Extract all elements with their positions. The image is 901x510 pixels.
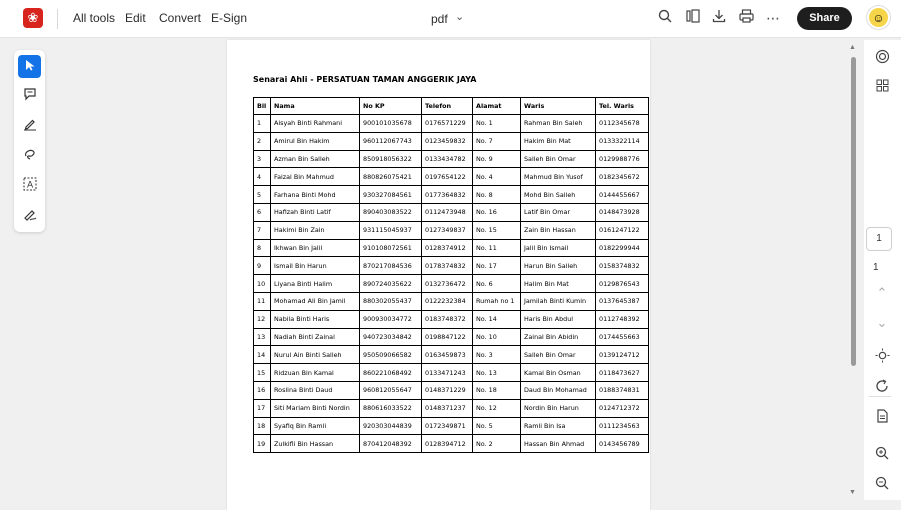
table-body bbox=[254, 115, 649, 453]
table-cell: Liyana Binti Halim bbox=[271, 275, 360, 293]
select-icon[interactable] bbox=[18, 55, 41, 78]
table-cell: 0139124712 bbox=[596, 346, 649, 364]
column-header: Telefon bbox=[422, 98, 473, 115]
table-cell: 880616033522 bbox=[360, 399, 422, 417]
table-cell: 3 bbox=[254, 150, 271, 168]
sign-icon[interactable] bbox=[18, 205, 41, 228]
table-cell: 0124712372 bbox=[596, 399, 649, 417]
table-cell: 850918056322 bbox=[360, 150, 422, 168]
highlight-icon[interactable] bbox=[18, 115, 41, 138]
table-cell: No. 13 bbox=[473, 364, 521, 382]
table-row bbox=[254, 275, 649, 293]
right-panel bbox=[864, 40, 901, 500]
table-cell: 950509066582 bbox=[360, 346, 422, 364]
table-cell: 931115045937 bbox=[360, 221, 422, 239]
table-row bbox=[254, 239, 649, 257]
table-cell: Siti Mariam Binti Nordin bbox=[271, 399, 360, 417]
table-cell: Rumah no 1 bbox=[473, 292, 521, 310]
table-cell: Zain Bin Hassan bbox=[521, 221, 596, 239]
table-cell: 0188374831 bbox=[596, 381, 649, 399]
table-cell: 860221068492 bbox=[360, 364, 422, 382]
table-row bbox=[254, 203, 649, 221]
download-icon[interactable] bbox=[710, 9, 728, 27]
table-cell: Zulkifli Bin Hassan bbox=[271, 435, 360, 453]
table-row bbox=[254, 257, 649, 275]
table-cell: Latif Bin Omar bbox=[521, 203, 596, 221]
table-row bbox=[254, 310, 649, 328]
table-cell: Salleh Bin Omar bbox=[521, 346, 596, 364]
table-cell: Daud Bin Mohamad bbox=[521, 381, 596, 399]
document-title: Senarai Ahli - PERSATUAN TAMAN ANGGERIK JAYA bbox=[253, 75, 477, 84]
print-icon[interactable] bbox=[737, 9, 755, 27]
table-cell: 0148371229 bbox=[422, 381, 473, 399]
table-cell: Nabila Binti Haris bbox=[271, 310, 360, 328]
table-row bbox=[254, 399, 649, 417]
table-cell: 0163459873 bbox=[422, 346, 473, 364]
table-cell: Mahmud Bin Yusof bbox=[521, 168, 596, 186]
column-header: Nama bbox=[271, 98, 360, 115]
avatar[interactable]: ☺ bbox=[867, 6, 890, 29]
zoom-out-icon[interactable] bbox=[872, 476, 892, 496]
table-cell: Mohd Bin Salleh bbox=[521, 186, 596, 204]
table-cell: Azman Bin Salleh bbox=[271, 150, 360, 168]
column-header: Waris bbox=[521, 98, 596, 115]
table-cell: 13 bbox=[254, 328, 271, 346]
menu-all-tools[interactable]: All tools bbox=[73, 11, 116, 25]
table-cell: 880826075421 bbox=[360, 168, 422, 186]
table-cell: 0129988776 bbox=[596, 150, 649, 168]
scroll-up-icon[interactable]: ▲ bbox=[849, 44, 856, 51]
table-row bbox=[254, 221, 649, 239]
table-cell: No. 12 bbox=[473, 399, 521, 417]
table-cell: 4 bbox=[254, 168, 271, 186]
table-cell: 0182345672 bbox=[596, 168, 649, 186]
table-cell: Salleh Bin Omar bbox=[521, 150, 596, 168]
scroll-down-icon[interactable]: ▼ bbox=[849, 489, 856, 496]
table-row bbox=[254, 132, 649, 150]
scrollbar-thumb[interactable] bbox=[851, 57, 856, 366]
table-cell: Nadiah Binti Zainal bbox=[271, 328, 360, 346]
table-cell: No. 6 bbox=[473, 275, 521, 293]
display-mode-icon[interactable] bbox=[872, 348, 892, 368]
table-cell: 0111234563 bbox=[596, 417, 649, 435]
table-cell: Halim Bin Mat bbox=[521, 275, 596, 293]
chevron-up-icon[interactable]: ⌃ bbox=[876, 285, 888, 300]
page-view-icon[interactable] bbox=[684, 9, 702, 27]
table-cell: 0129876543 bbox=[596, 275, 649, 293]
table-cell: 0133434782 bbox=[422, 150, 473, 168]
table-cell: Ismail Bin Harun bbox=[271, 257, 360, 275]
table-row bbox=[254, 364, 649, 382]
table-cell: 0133471243 bbox=[422, 364, 473, 382]
table-cell: 8 bbox=[254, 239, 271, 257]
table-cell: 1 bbox=[254, 115, 271, 133]
table-row bbox=[254, 328, 649, 346]
table-cell: 960812055647 bbox=[360, 381, 422, 399]
thumbnails-icon[interactable] bbox=[872, 78, 892, 98]
table-cell: Syafiq Bin Ramli bbox=[271, 417, 360, 435]
table-cell: No. 2 bbox=[473, 435, 521, 453]
table-cell: 0133322114 bbox=[596, 132, 649, 150]
table-cell: Nurul Ain Binti Salleh bbox=[271, 346, 360, 364]
table-cell: 870217084536 bbox=[360, 257, 422, 275]
table-cell: Kamal Bin Osman bbox=[521, 364, 596, 382]
menu-e-sign[interactable]: E-Sign bbox=[211, 11, 248, 25]
table-cell: No. 15 bbox=[473, 221, 521, 239]
table-cell: 0158374832 bbox=[596, 257, 649, 275]
table-cell: 0172349871 bbox=[422, 417, 473, 435]
table-cell: Aisyah Binti Rahmani bbox=[271, 115, 360, 133]
table-cell: 0128394712 bbox=[422, 435, 473, 453]
table-cell: 870412048392 bbox=[360, 435, 422, 453]
table-cell: Mohamad Ali Bin Jamil bbox=[271, 292, 360, 310]
table-row bbox=[254, 346, 649, 364]
table-cell: No. 5 bbox=[473, 417, 521, 435]
table-cell: 0112345678 bbox=[596, 115, 649, 133]
table-cell: 900930034772 bbox=[360, 310, 422, 328]
table-row bbox=[254, 417, 649, 435]
table-cell: 0174455663 bbox=[596, 328, 649, 346]
table-cell: 0112748392 bbox=[596, 310, 649, 328]
table-cell: 0132736472 bbox=[422, 275, 473, 293]
table-cell: 920303044839 bbox=[360, 417, 422, 435]
table-cell: No. 16 bbox=[473, 203, 521, 221]
table-cell: Haris Bin Abdul bbox=[521, 310, 596, 328]
table-cell: 0183748372 bbox=[422, 310, 473, 328]
zoom-in-icon[interactable] bbox=[872, 446, 892, 466]
total-pages: 1 bbox=[873, 262, 879, 273]
table-cell: 900101035678 bbox=[360, 115, 422, 133]
table-cell: Jalil Bin Ismail bbox=[521, 239, 596, 257]
column-header: Alamat bbox=[473, 98, 521, 115]
table-cell: No. 17 bbox=[473, 257, 521, 275]
table-cell: Hakim Bin Mat bbox=[521, 132, 596, 150]
table-cell: 12 bbox=[254, 310, 271, 328]
table-cell: 0178374832 bbox=[422, 257, 473, 275]
table-cell: Ikhwan Bin Jalil bbox=[271, 239, 360, 257]
table-cell: Amirul Bin Hakim bbox=[271, 132, 360, 150]
table-cell: Rahman Bin Saleh bbox=[521, 115, 596, 133]
table-row bbox=[254, 115, 649, 133]
table-cell: 0112473948 bbox=[422, 203, 473, 221]
svg-text:A: A bbox=[26, 180, 33, 191]
table-cell: 16 bbox=[254, 381, 271, 399]
table-cell: 0148371237 bbox=[422, 399, 473, 417]
comment-icon[interactable] bbox=[18, 85, 41, 108]
table-cell: 930327084561 bbox=[360, 186, 422, 204]
menu-edit[interactable]: Edit bbox=[125, 11, 146, 25]
table-cell: 17 bbox=[254, 399, 271, 417]
table-cell: Nordin Bin Harun bbox=[521, 399, 596, 417]
table-row bbox=[254, 381, 649, 399]
table-cell: 18 bbox=[254, 417, 271, 435]
table-cell: 890724035622 bbox=[360, 275, 422, 293]
table-cell: No. 9 bbox=[473, 150, 521, 168]
table-cell: Ridzuan Bin Kamal bbox=[271, 364, 360, 382]
table-cell: Jamilah Binti Kumin bbox=[521, 292, 596, 310]
table-cell: Farhana Binti Mohd bbox=[271, 186, 360, 204]
left-quick-tools bbox=[14, 50, 45, 232]
share-button[interactable]: Share bbox=[797, 7, 852, 30]
table-row bbox=[254, 435, 649, 453]
table-cell: Roslina Binti Daud bbox=[271, 381, 360, 399]
page-info-icon[interactable] bbox=[872, 409, 892, 429]
table-cell: 0198847122 bbox=[422, 328, 473, 346]
table-cell: No. 7 bbox=[473, 132, 521, 150]
table-cell: 940723034842 bbox=[360, 328, 422, 346]
toolbar-divider bbox=[57, 9, 58, 29]
table-cell: 0127349837 bbox=[422, 221, 473, 239]
table-cell: Faizal Bin Mahmud bbox=[271, 168, 360, 186]
table-cell: 19 bbox=[254, 435, 271, 453]
table-cell: 2 bbox=[254, 132, 271, 150]
table-cell: Zainal Bin Abidin bbox=[521, 328, 596, 346]
chevron-down-icon[interactable]: ⌄ bbox=[455, 11, 465, 23]
table-cell: No. 18 bbox=[473, 381, 521, 399]
table-cell: No. 14 bbox=[473, 310, 521, 328]
table-cell: 880302055437 bbox=[360, 292, 422, 310]
document-name[interactable]: pdf bbox=[431, 12, 448, 26]
table-cell: 6 bbox=[254, 203, 271, 221]
table-cell: Hakimi Bin Zain bbox=[271, 221, 360, 239]
more-icon[interactable]: ⋯ bbox=[766, 10, 780, 26]
table-cell: Ramli Bin Isa bbox=[521, 417, 596, 435]
draw-icon[interactable] bbox=[18, 145, 41, 168]
acrobat-logo-icon[interactable]: ❀ bbox=[23, 8, 43, 28]
search-icon[interactable] bbox=[656, 9, 674, 27]
panel-divider bbox=[869, 396, 891, 397]
table-row bbox=[254, 150, 649, 168]
column-header: No KP bbox=[360, 98, 422, 115]
table-header-row bbox=[254, 98, 649, 115]
ai-assistant-icon[interactable] bbox=[872, 49, 892, 69]
table-cell: No. 8 bbox=[473, 186, 521, 204]
table-cell: Harun Bin Salleh bbox=[521, 257, 596, 275]
text-select-icon[interactable] bbox=[18, 175, 41, 198]
table-cell: 0144455667 bbox=[596, 186, 649, 204]
table-cell: 11 bbox=[254, 292, 271, 310]
table-cell: 9 bbox=[254, 257, 271, 275]
table-cell: 0143456789 bbox=[596, 435, 649, 453]
table-cell: 0197654122 bbox=[422, 168, 473, 186]
table-cell: 0148473928 bbox=[596, 203, 649, 221]
table-cell: 14 bbox=[254, 346, 271, 364]
table-row bbox=[254, 186, 649, 204]
table-cell: 10 bbox=[254, 275, 271, 293]
members-table bbox=[253, 97, 649, 453]
table-cell: 0161247122 bbox=[596, 221, 649, 239]
table-cell: 15 bbox=[254, 364, 271, 382]
table-row bbox=[254, 292, 649, 310]
table-cell: Hassan Bin Ahmad bbox=[521, 435, 596, 453]
table-cell: 0128374912 bbox=[422, 239, 473, 257]
table-cell: No. 3 bbox=[473, 346, 521, 364]
table-cell: 5 bbox=[254, 186, 271, 204]
chevron-down-icon[interactable]: ⌄ bbox=[876, 315, 888, 330]
top-toolbar bbox=[0, 0, 901, 38]
table-cell: 0122232384 bbox=[422, 292, 473, 310]
table-cell: 0137645387 bbox=[596, 292, 649, 310]
pdf-page bbox=[227, 40, 650, 510]
table-cell: 0123459832 bbox=[422, 132, 473, 150]
table-cell: 0177364832 bbox=[422, 186, 473, 204]
table-cell: 0176571229 bbox=[422, 115, 473, 133]
table-cell: No. 1 bbox=[473, 115, 521, 133]
table-cell: Hafizah Binti Latif bbox=[271, 203, 360, 221]
table-cell: No. 10 bbox=[473, 328, 521, 346]
table-cell: No. 11 bbox=[473, 239, 521, 257]
menu-convert[interactable]: Convert bbox=[159, 11, 202, 25]
table-row bbox=[254, 168, 649, 186]
table-cell: 0118473627 bbox=[596, 364, 649, 382]
table-cell: 7 bbox=[254, 221, 271, 239]
table-cell: 910108072561 bbox=[360, 239, 422, 257]
table-cell: 0182299944 bbox=[596, 239, 649, 257]
column-header: Bil bbox=[254, 98, 271, 115]
table-cell: No. 4 bbox=[473, 168, 521, 186]
table-cell: 960112067743 bbox=[360, 132, 422, 150]
column-header: Tel. Waris bbox=[596, 98, 649, 115]
table-cell: 890403083522 bbox=[360, 203, 422, 221]
page-number-input[interactable]: 1 bbox=[866, 227, 892, 251]
